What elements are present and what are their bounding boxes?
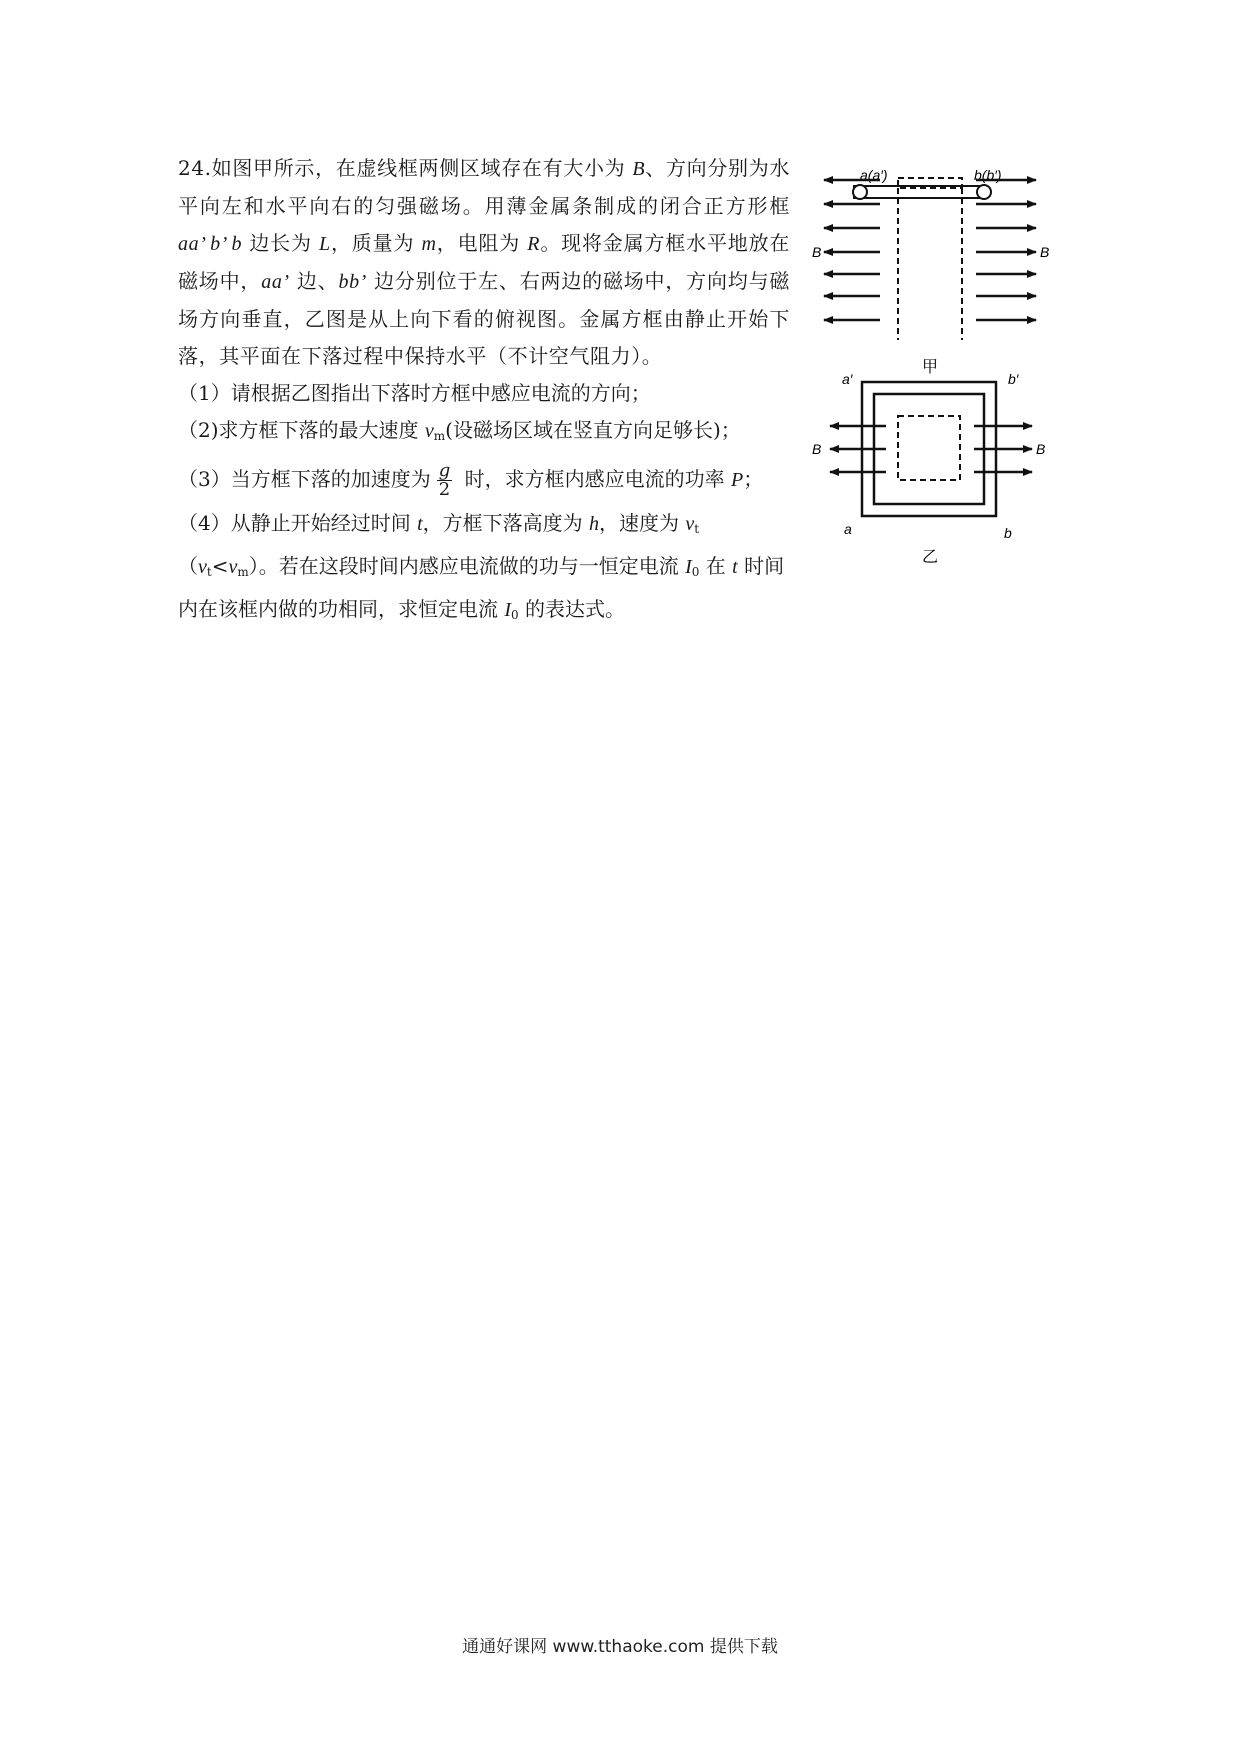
text-run: （4）从静止开始经过时间 [178, 511, 418, 535]
text-run: m [421, 233, 437, 255]
text-run: h [589, 513, 600, 535]
caption-yi: 乙 [922, 549, 939, 566]
dashed-region [898, 416, 960, 480]
text-run: 。现将金属方框水平地放在磁场中， [178, 231, 791, 293]
footer-source: 通通好课网 www.tthaoke.com 提供下载 [462, 1637, 778, 1657]
fraction-numerator: g [438, 460, 451, 481]
label-B-right-top-view: B [1036, 441, 1046, 457]
text-run: v [228, 556, 238, 578]
problem-intro [178, 150, 790, 375]
text-run: 在 [699, 554, 733, 578]
text-run: I [504, 599, 512, 621]
question-4 [178, 505, 790, 634]
label-B-left-top-view: B [812, 441, 822, 457]
field-arrows-left-top-view [830, 426, 886, 472]
text-run: 0 [691, 565, 700, 579]
text-run: aa’ [261, 271, 290, 293]
text-run: t [732, 556, 738, 578]
text-run: v [685, 513, 695, 535]
field-arrows-left [824, 180, 880, 320]
text-run: (设磁场区域在竖直方向足够长)； [445, 418, 741, 442]
text-run: ，电阻为 [436, 231, 528, 255]
text-run: （2)求方框下落的最大速度 [178, 418, 425, 442]
field-arrows-right-top-view [974, 426, 1032, 472]
caption-jia: 甲 [922, 359, 939, 376]
label-a: a [844, 521, 852, 537]
text-run: 的表达式。 [518, 597, 626, 621]
question-1: （1）请根据乙图指出下落时方框中感应电流的方向； [178, 381, 651, 405]
text-run: ； [743, 467, 764, 491]
text-run: m [433, 429, 446, 443]
figure-yi [812, 371, 1045, 566]
text-run: t [694, 522, 700, 536]
problem-24 [178, 150, 790, 634]
question-3 [178, 461, 790, 499]
label-b-bprime: b(b′) [974, 167, 1002, 183]
text-run: m [237, 565, 249, 579]
text-run: B [632, 158, 646, 180]
question-3-text: （3）当方框下落的加速度为 [178, 467, 431, 491]
text-run: P [730, 469, 744, 491]
label-a-aprime: a(a′) [860, 167, 888, 183]
text-run: I [685, 556, 692, 578]
text-run: 边长为 [242, 231, 320, 255]
fraction-g-over-2 [437, 462, 453, 499]
text-run: 边、 [289, 269, 339, 293]
label-B-right: B [1040, 244, 1050, 260]
text-run: bb’ [338, 271, 367, 293]
question-3-tail [458, 467, 763, 491]
text-run: （ [178, 554, 198, 578]
question-2 [178, 412, 790, 455]
text-run: 、方向分别为水平向左和水平向右的匀强磁场。用薄金属条制成的闭合正方形框 [178, 156, 790, 218]
label-b: b [1004, 525, 1012, 541]
text-run: L [319, 233, 331, 255]
text-run: 0 [511, 608, 519, 622]
text-run: 时，求方框内感应电流的功率 [458, 467, 731, 491]
metal-frame-inner [874, 394, 984, 504]
text-run: t [206, 565, 212, 579]
edge-aa-prime-section [853, 185, 867, 199]
label-B-left: B [812, 244, 822, 260]
text-run: v [198, 556, 207, 578]
fraction-denominator: 2 [438, 479, 451, 500]
figure-diagrams [812, 160, 1052, 620]
label-b-prime: b′ [1008, 371, 1019, 387]
text-run: 时间内在该框内做的功相同，求恒定电流 [178, 554, 785, 621]
text-run: 边分别位于左、右两边的磁场中，方向均与磁场方向垂直，乙图是从上向下看的俯视图。金属方框由静止开始下落，其平面在下落过程中保持水平（不计空气阻力）。 [178, 269, 790, 368]
label-a-prime: a′ [842, 371, 853, 387]
text-run: < [211, 554, 229, 578]
text-run: aa’ b’ b [178, 233, 243, 255]
figures [812, 160, 1052, 624]
text-run: 24.如图甲所示，在虚线框两侧区域存在有大小为 [178, 156, 633, 180]
text-run: v [424, 420, 434, 442]
text-run: ，速度为 [599, 511, 686, 535]
figure-jia [812, 167, 1049, 376]
text-run: ，方框下落高度为 [422, 511, 590, 535]
text-run: t [417, 513, 423, 535]
text-run: ，质量为 [330, 231, 422, 255]
edge-bb-prime-section [977, 185, 991, 199]
text-run: ）。若在这段时间内感应电流做的功与一恒定电流 [248, 554, 686, 578]
field-arrows-right [976, 180, 1036, 320]
text-run: R [527, 233, 541, 255]
